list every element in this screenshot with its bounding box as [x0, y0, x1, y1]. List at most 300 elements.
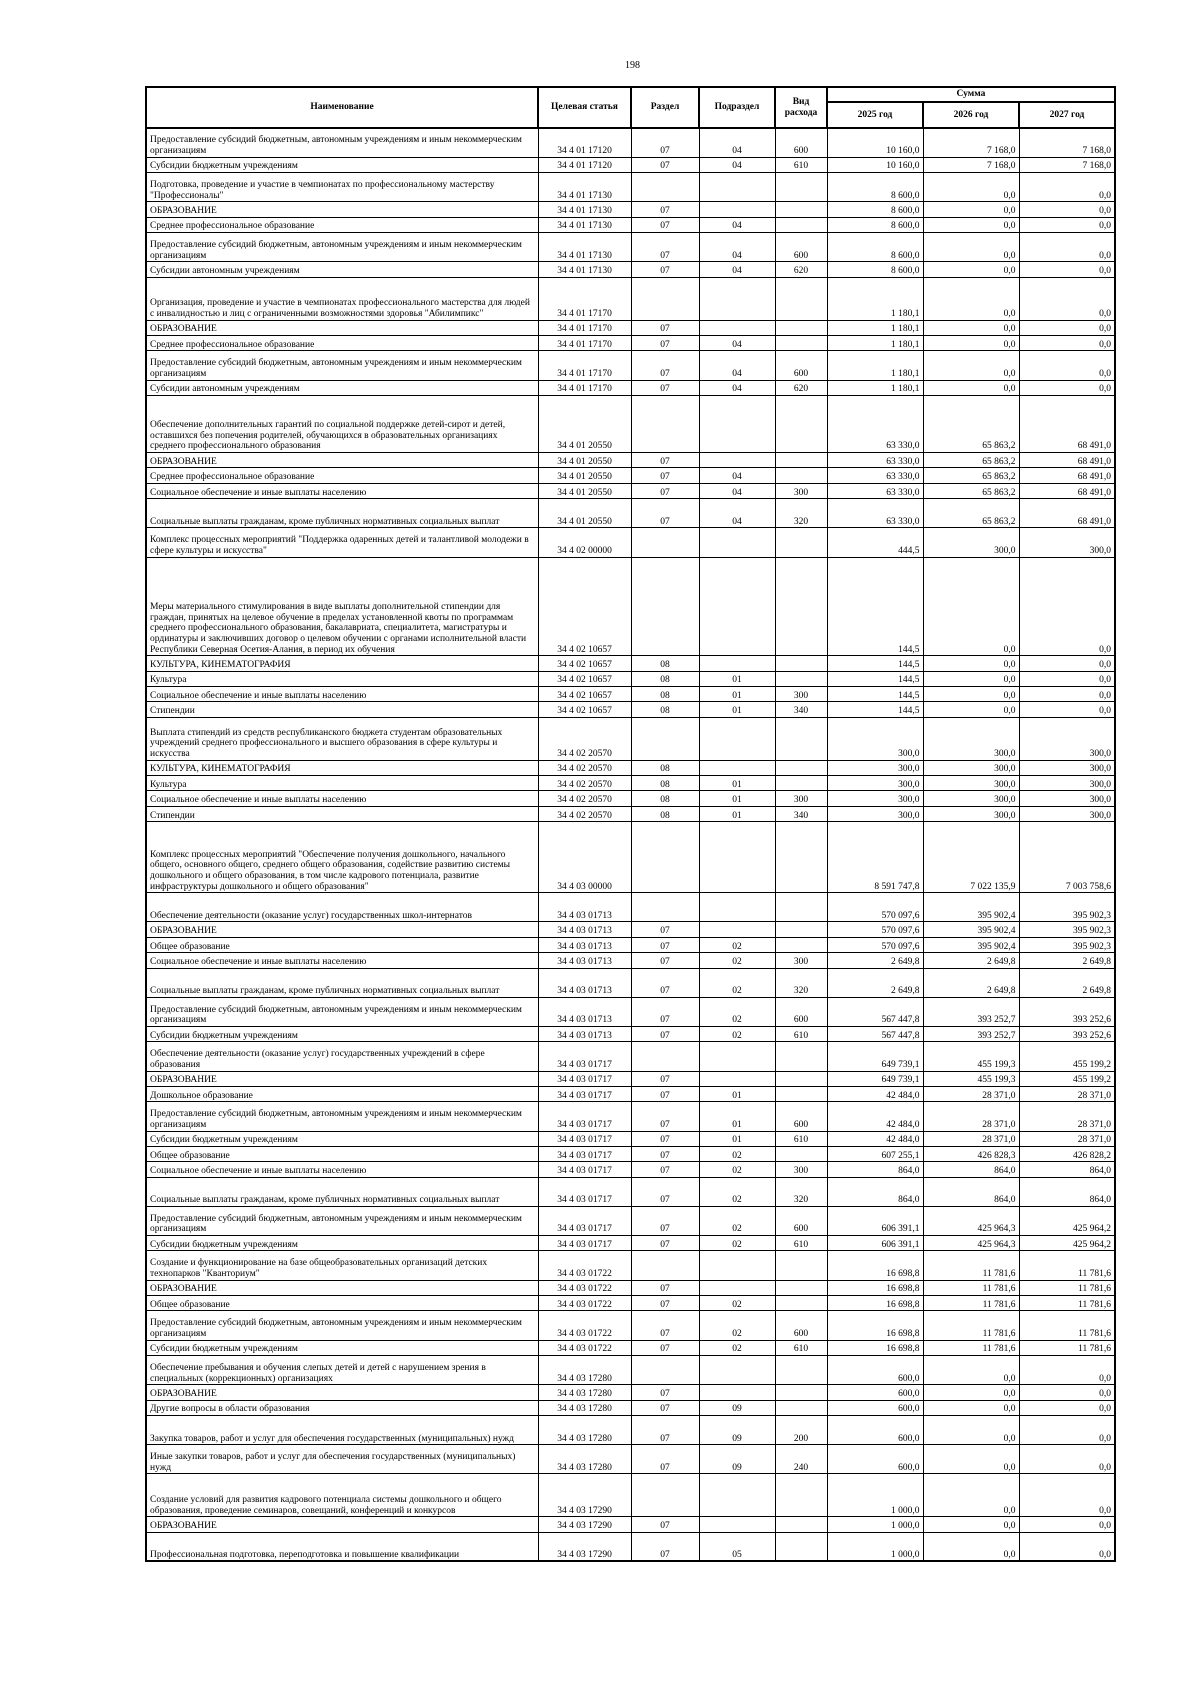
cell-expense-type	[775, 528, 827, 557]
cell-subsection: 01	[699, 686, 775, 701]
cell-expense-type: 320	[775, 499, 827, 528]
table-row	[146, 1311, 1115, 1340]
cell-name: ОБРАЗОВАНИЕ	[146, 452, 538, 467]
cell-section: 07	[631, 937, 699, 952]
cell-subsection: 04	[699, 483, 775, 498]
cell-target: 34 4 01 17120	[538, 157, 631, 172]
cell-name: Общее образование	[146, 1296, 538, 1311]
cell-subsection	[699, 1042, 775, 1071]
table-row	[146, 320, 1115, 335]
cell-2026: 864,0	[923, 1177, 1019, 1206]
cell-subsection: 02	[699, 1162, 775, 1177]
table-row	[146, 173, 1115, 202]
cell-section: 07	[631, 202, 699, 217]
cell-2025: 8 600,0	[827, 202, 923, 217]
cell-2027: 300,0	[1019, 806, 1115, 821]
cell-target: 34 4 01 20550	[538, 452, 631, 467]
cell-expense-type	[775, 202, 827, 217]
cell-section: 07	[631, 1415, 699, 1444]
cell-2026: 0,0	[923, 233, 1019, 262]
table-row	[146, 1071, 1115, 1086]
cell-subsection: 01	[699, 671, 775, 686]
table-row	[146, 1086, 1115, 1101]
cell-section: 07	[631, 157, 699, 172]
cell-expense-type	[775, 395, 827, 452]
table-row	[146, 922, 1115, 937]
cell-expense-type	[775, 1251, 827, 1280]
cell-name: ОБРАЗОВАНИЕ	[146, 1071, 538, 1086]
table-row	[146, 1146, 1115, 1161]
cell-expense-type: 610	[775, 1236, 827, 1251]
cell-2025: 2 649,8	[827, 953, 923, 968]
cell-2026: 65 863,2	[923, 395, 1019, 452]
cell-2027: 7 168,0	[1019, 128, 1115, 157]
cell-target: 34 4 02 00000	[538, 528, 631, 557]
table-row	[146, 202, 1115, 217]
cell-2025: 606 391,1	[827, 1206, 923, 1235]
cell-subsection	[699, 452, 775, 467]
cell-expense-type: 600	[775, 1311, 827, 1340]
table-row	[146, 937, 1115, 952]
cell-target: 34 4 01 20550	[538, 499, 631, 528]
cell-2025: 42 484,0	[827, 1131, 923, 1146]
cell-section: 07	[631, 922, 699, 937]
cell-name: Закупка товаров, работ и услуг для обеспечения государственных (муниципальных) нужд	[146, 1415, 538, 1444]
cell-target: 34 4 02 20570	[538, 760, 631, 775]
cell-section	[631, 822, 699, 893]
cell-2027: 300,0	[1019, 717, 1115, 760]
cell-2027: 0,0	[1019, 202, 1115, 217]
cell-2026: 11 781,6	[923, 1311, 1019, 1340]
cell-expense-type	[775, 671, 827, 686]
cell-subsection: 04	[699, 468, 775, 483]
cell-expense-type	[775, 336, 827, 351]
cell-section: 08	[631, 671, 699, 686]
budget-table-container	[145, 86, 1114, 1562]
table-row	[146, 997, 1115, 1026]
table-row	[146, 671, 1115, 686]
cell-2025: 144,5	[827, 686, 923, 701]
cell-2026: 455 199,3	[923, 1071, 1019, 1086]
cell-expense-type	[775, 1517, 827, 1532]
cell-target: 34 4 03 01722	[538, 1296, 631, 1311]
cell-2027: 300,0	[1019, 776, 1115, 791]
cell-2025: 16 698,8	[827, 1296, 923, 1311]
cell-expense-type	[775, 1356, 827, 1385]
cell-2025: 10 160,0	[827, 157, 923, 172]
cell-2026: 65 863,2	[923, 468, 1019, 483]
cell-expense-type: 600	[775, 997, 827, 1026]
cell-section: 07	[631, 1400, 699, 1415]
cell-2026: 28 371,0	[923, 1131, 1019, 1146]
table-row	[146, 1236, 1115, 1251]
cell-subsection: 04	[699, 157, 775, 172]
table-row	[146, 128, 1115, 157]
cell-name: Социальное обеспечение и иные выплаты населению	[146, 1162, 538, 1177]
cell-2027: 0,0	[1019, 1445, 1115, 1474]
cell-2026: 0,0	[923, 1356, 1019, 1385]
cell-2025: 606 391,1	[827, 1236, 923, 1251]
cell-2027: 455 199,2	[1019, 1071, 1115, 1086]
table-row	[146, 822, 1115, 893]
cell-name: Субсидии бюджетным учреждениям	[146, 1026, 538, 1041]
table-row	[146, 1102, 1115, 1131]
cell-name: Другие вопросы в области образования	[146, 1400, 538, 1415]
table-row	[146, 953, 1115, 968]
cell-subsection: 09	[699, 1445, 775, 1474]
cell-target: 34 4 03 01717	[538, 1146, 631, 1161]
cell-2026: 65 863,2	[923, 452, 1019, 467]
cell-name: Профессиональная подготовка, переподготовка и повышение квалификации	[146, 1532, 538, 1561]
cell-2027: 0,0	[1019, 1517, 1115, 1532]
cell-expense-type: 610	[775, 1131, 827, 1146]
cell-2025: 300,0	[827, 760, 923, 775]
cell-target: 34 4 03 01713	[538, 937, 631, 952]
cell-2026: 426 828,3	[923, 1146, 1019, 1161]
cell-2025: 600,0	[827, 1415, 923, 1444]
table-row	[146, 1385, 1115, 1400]
cell-name: Комплекс процессных мероприятий "Поддержка одаренных детей и талантливой молодежи в сфере культуры и искусства"	[146, 528, 538, 557]
cell-name: Среднее профессиональное образование	[146, 336, 538, 351]
table-row	[146, 1474, 1115, 1517]
cell-section: 07	[631, 1026, 699, 1041]
cell-expense-type: 300	[775, 1162, 827, 1177]
table-row	[146, 702, 1115, 717]
cell-subsection: 02	[699, 1296, 775, 1311]
cell-subsection	[699, 1474, 775, 1517]
cell-expense-type	[775, 1280, 827, 1295]
table-row	[146, 277, 1115, 320]
cell-2027: 0,0	[1019, 320, 1115, 335]
cell-expense-type	[775, 760, 827, 775]
cell-name: Субсидии бюджетным учреждениям	[146, 157, 538, 172]
cell-2026: 0,0	[923, 277, 1019, 320]
cell-2025: 570 097,6	[827, 937, 923, 952]
cell-2026: 300,0	[923, 791, 1019, 806]
cell-section: 07	[631, 953, 699, 968]
cell-section: 07	[631, 380, 699, 395]
table-row	[146, 760, 1115, 775]
cell-2026: 425 964,3	[923, 1206, 1019, 1235]
table-row	[146, 1206, 1115, 1235]
cell-expense-type	[775, 217, 827, 232]
cell-2025: 1 180,1	[827, 351, 923, 380]
cell-name: Социальное обеспечение и иные выплаты населению	[146, 953, 538, 968]
cell-target: 34 4 03 17280	[538, 1445, 631, 1474]
table-row	[146, 1340, 1115, 1355]
cell-2025: 649 739,1	[827, 1042, 923, 1071]
cell-target: 34 4 03 01717	[538, 1131, 631, 1146]
cell-name: Меры материального стимулирования в виде выплаты дополнительной стипендии для граждан, принятых на целевое обучение в пределах установленной квоты по программам среднего профессионального образования, бакалавриата, специалитета, магистратуры и ординатуры и заключивших договор о целевом обучении с органами исполнительной власти Республики Северная Осетия-Алания, в период их обучения	[146, 557, 538, 656]
cell-target: 34 4 03 00000	[538, 822, 631, 893]
cell-target: 34 4 01 17170	[538, 277, 631, 320]
cell-expense-type	[775, 1086, 827, 1101]
table-row	[146, 791, 1115, 806]
cell-2026: 393 252,7	[923, 997, 1019, 1026]
cell-section: 07	[631, 499, 699, 528]
cell-subsection: 02	[699, 953, 775, 968]
cell-name: ОБРАЗОВАНИЕ	[146, 1385, 538, 1400]
cell-section: 08	[631, 656, 699, 671]
table-row	[146, 1296, 1115, 1311]
cell-expense-type: 340	[775, 806, 827, 821]
cell-section	[631, 1251, 699, 1280]
cell-section: 07	[631, 1177, 699, 1206]
cell-name: Предоставление субсидий бюджетным, автономным учреждениям и иным некоммерческим организациям	[146, 1206, 538, 1235]
cell-expense-type	[775, 557, 827, 656]
cell-expense-type: 200	[775, 1415, 827, 1444]
cell-target: 34 4 03 17280	[538, 1356, 631, 1385]
cell-subsection: 01	[699, 1131, 775, 1146]
table-row	[146, 483, 1115, 498]
cell-subsection	[699, 320, 775, 335]
cell-2026: 11 781,6	[923, 1296, 1019, 1311]
cell-section: 07	[631, 997, 699, 1026]
cell-2026: 0,0	[923, 702, 1019, 717]
cell-expense-type: 600	[775, 1102, 827, 1131]
cell-2025: 1 180,1	[827, 277, 923, 320]
cell-expense-type: 300	[775, 483, 827, 498]
cell-section: 07	[631, 1162, 699, 1177]
cell-name: Предоставление субсидий бюджетным, автономным учреждениям и иным некоммерческим организациям	[146, 233, 538, 262]
cell-2025: 1 180,1	[827, 336, 923, 351]
cell-name: Создание и функционирование на базе общеобразовательных организаций детских технопарков "Кванториум"	[146, 1251, 538, 1280]
cell-target: 34 4 03 01717	[538, 1071, 631, 1086]
cell-section: 08	[631, 776, 699, 791]
table-row	[146, 1532, 1115, 1561]
cell-2027: 68 491,0	[1019, 395, 1115, 452]
cell-expense-type	[775, 1385, 827, 1400]
cell-2026: 864,0	[923, 1162, 1019, 1177]
cell-2025: 1 000,0	[827, 1474, 923, 1517]
cell-2025: 63 330,0	[827, 452, 923, 467]
header-2026: 2026 год	[923, 102, 1019, 128]
cell-expense-type: 600	[775, 128, 827, 157]
cell-target: 34 4 01 20550	[538, 395, 631, 452]
table-row	[146, 217, 1115, 232]
cell-section: 08	[631, 760, 699, 775]
cell-subsection	[699, 395, 775, 452]
cell-2026: 0,0	[923, 336, 1019, 351]
cell-expense-type: 600	[775, 1206, 827, 1235]
cell-name: Социальное обеспечение и иные выплаты населению	[146, 483, 538, 498]
cell-2025: 1 000,0	[827, 1532, 923, 1561]
table-row	[146, 1356, 1115, 1385]
table-header	[146, 87, 1115, 128]
cell-section: 07	[631, 128, 699, 157]
cell-target: 34 4 03 01717	[538, 1236, 631, 1251]
cell-2027: 0,0	[1019, 1415, 1115, 1444]
cell-subsection: 02	[699, 1026, 775, 1041]
cell-name: Субсидии бюджетным учреждениям	[146, 1236, 538, 1251]
cell-name: Культура	[146, 776, 538, 791]
cell-2026: 395 902,4	[923, 937, 1019, 952]
cell-target: 34 4 01 17170	[538, 336, 631, 351]
cell-2025: 570 097,6	[827, 893, 923, 922]
cell-expense-type	[775, 277, 827, 320]
cell-expense-type: 320	[775, 968, 827, 997]
cell-name: Выплата стипендий из средств республиканского бюджета студентам образовательных учреждений среднего профессионального и высшего образования в сфере культуры и искусства	[146, 717, 538, 760]
cell-subsection	[699, 1517, 775, 1532]
cell-target: 34 4 03 01713	[538, 922, 631, 937]
cell-subsection: 04	[699, 499, 775, 528]
cell-target: 34 4 01 20550	[538, 483, 631, 498]
cell-2025: 600,0	[827, 1356, 923, 1385]
table-row	[146, 336, 1115, 351]
cell-name: Предоставление субсидий бюджетным, автономным учреждениям и иным некоммерческим организациям	[146, 1102, 538, 1131]
cell-2027: 0,0	[1019, 1400, 1115, 1415]
cell-subsection: 02	[699, 1311, 775, 1340]
cell-subsection: 01	[699, 702, 775, 717]
table-row	[146, 776, 1115, 791]
cell-name: ОБРАЗОВАНИЕ	[146, 202, 538, 217]
cell-subsection: 02	[699, 968, 775, 997]
cell-expense-type	[775, 717, 827, 760]
cell-section	[631, 1356, 699, 1385]
cell-expense-type: 600	[775, 351, 827, 380]
cell-section: 07	[631, 483, 699, 498]
table-row	[146, 452, 1115, 467]
table-row	[146, 499, 1115, 528]
cell-target: 34 4 03 01713	[538, 953, 631, 968]
table-row	[146, 468, 1115, 483]
cell-2026: 7 168,0	[923, 128, 1019, 157]
cell-subsection	[699, 557, 775, 656]
table-row	[146, 395, 1115, 452]
cell-2026: 0,0	[923, 1400, 1019, 1415]
cell-name: Стипендии	[146, 806, 538, 821]
cell-section: 07	[631, 1296, 699, 1311]
cell-target: 34 4 03 17280	[538, 1400, 631, 1415]
cell-subsection: 02	[699, 997, 775, 1026]
cell-2025: 300,0	[827, 791, 923, 806]
cell-target: 34 4 02 10657	[538, 686, 631, 701]
cell-name: Социальные выплаты гражданам, кроме публичных нормативных социальных выплат	[146, 499, 538, 528]
cell-subsection: 04	[699, 262, 775, 277]
cell-2025: 144,5	[827, 557, 923, 656]
cell-2025: 63 330,0	[827, 483, 923, 498]
cell-subsection: 09	[699, 1415, 775, 1444]
cell-section	[631, 173, 699, 202]
cell-name: Субсидии бюджетным учреждениям	[146, 1131, 538, 1146]
cell-subsection	[699, 893, 775, 922]
cell-2026: 0,0	[923, 557, 1019, 656]
cell-section: 07	[631, 1071, 699, 1086]
cell-name: Предоставление субсидий бюджетным, автономным учреждениям и иным некоммерческим организациям	[146, 997, 538, 1026]
cell-section	[631, 395, 699, 452]
cell-expense-type: 620	[775, 380, 827, 395]
cell-section	[631, 1474, 699, 1517]
cell-section: 08	[631, 806, 699, 821]
cell-2026: 2 649,8	[923, 953, 1019, 968]
cell-subsection: 04	[699, 128, 775, 157]
cell-2025: 864,0	[827, 1162, 923, 1177]
cell-subsection: 02	[699, 1340, 775, 1355]
cell-2026: 0,0	[923, 262, 1019, 277]
cell-2025: 2 649,8	[827, 968, 923, 997]
cell-2026: 300,0	[923, 776, 1019, 791]
cell-target: 34 4 01 17170	[538, 320, 631, 335]
table-row	[146, 528, 1115, 557]
cell-subsection: 01	[699, 1102, 775, 1131]
cell-subsection: 04	[699, 351, 775, 380]
cell-expense-type	[775, 320, 827, 335]
cell-section	[631, 557, 699, 656]
cell-expense-type: 610	[775, 1026, 827, 1041]
header-2027: 2027 год	[1019, 102, 1115, 128]
cell-2026: 65 863,2	[923, 483, 1019, 498]
cell-name: Общее образование	[146, 937, 538, 952]
table-row	[146, 380, 1115, 395]
cell-target: 34 4 01 17130	[538, 262, 631, 277]
cell-name: ОБРАЗОВАНИЕ	[146, 922, 538, 937]
cell-2027: 11 781,6	[1019, 1340, 1115, 1355]
cell-name: Предоставление субсидий бюджетным, автономным учреждениям и иным некоммерческим организациям	[146, 351, 538, 380]
header-subsection: Подраздел	[699, 87, 775, 128]
cell-target: 34 4 03 01717	[538, 1102, 631, 1131]
cell-expense-type: 340	[775, 702, 827, 717]
cell-section: 07	[631, 1532, 699, 1561]
cell-section: 07	[631, 452, 699, 467]
cell-section	[631, 893, 699, 922]
cell-section: 07	[631, 336, 699, 351]
cell-name: Субсидии автономным учреждениям	[146, 262, 538, 277]
cell-2025: 864,0	[827, 1177, 923, 1206]
cell-expense-type	[775, 893, 827, 922]
cell-2025: 16 698,8	[827, 1340, 923, 1355]
cell-target: 34 4 02 10657	[538, 702, 631, 717]
cell-subsection: 01	[699, 806, 775, 821]
cell-subsection	[699, 202, 775, 217]
cell-2025: 42 484,0	[827, 1102, 923, 1131]
cell-target: 34 4 01 17130	[538, 233, 631, 262]
cell-2026: 0,0	[923, 1532, 1019, 1561]
cell-2026: 300,0	[923, 528, 1019, 557]
cell-name: Иные закупки товаров, работ и услуг для обеспечения государственных (муниципальных) нужд	[146, 1445, 538, 1474]
cell-2026: 0,0	[923, 202, 1019, 217]
cell-2027: 0,0	[1019, 336, 1115, 351]
cell-expense-type	[775, 468, 827, 483]
cell-name: Обеспечение деятельности (оказание услуг) государственных учреждений в сфере образования	[146, 1042, 538, 1071]
cell-subsection: 01	[699, 776, 775, 791]
cell-target: 34 4 03 01717	[538, 1042, 631, 1071]
table-row	[146, 893, 1115, 922]
cell-subsection: 02	[699, 1206, 775, 1235]
cell-expense-type: 300	[775, 953, 827, 968]
cell-subsection: 04	[699, 380, 775, 395]
cell-2027: 864,0	[1019, 1162, 1115, 1177]
cell-name: Субсидии бюджетным учреждениям	[146, 1340, 538, 1355]
cell-2026: 0,0	[923, 1385, 1019, 1400]
cell-2025: 8 600,0	[827, 173, 923, 202]
cell-name: Дошкольное образование	[146, 1086, 538, 1101]
cell-2027: 395 902,3	[1019, 937, 1115, 952]
cell-target: 34 4 03 01722	[538, 1280, 631, 1295]
cell-2027: 425 964,2	[1019, 1236, 1115, 1251]
cell-section: 07	[631, 1236, 699, 1251]
cell-2027: 28 371,0	[1019, 1131, 1115, 1146]
table-row	[146, 157, 1115, 172]
cell-section: 07	[631, 468, 699, 483]
cell-2027: 68 491,0	[1019, 483, 1115, 498]
cell-2026: 0,0	[923, 173, 1019, 202]
cell-target: 34 4 02 20570	[538, 776, 631, 791]
cell-target: 34 4 02 20570	[538, 717, 631, 760]
cell-2026: 425 964,3	[923, 1236, 1019, 1251]
table-row	[146, 1445, 1115, 1474]
page-number: 198	[625, 60, 640, 71]
cell-2027: 0,0	[1019, 702, 1115, 717]
